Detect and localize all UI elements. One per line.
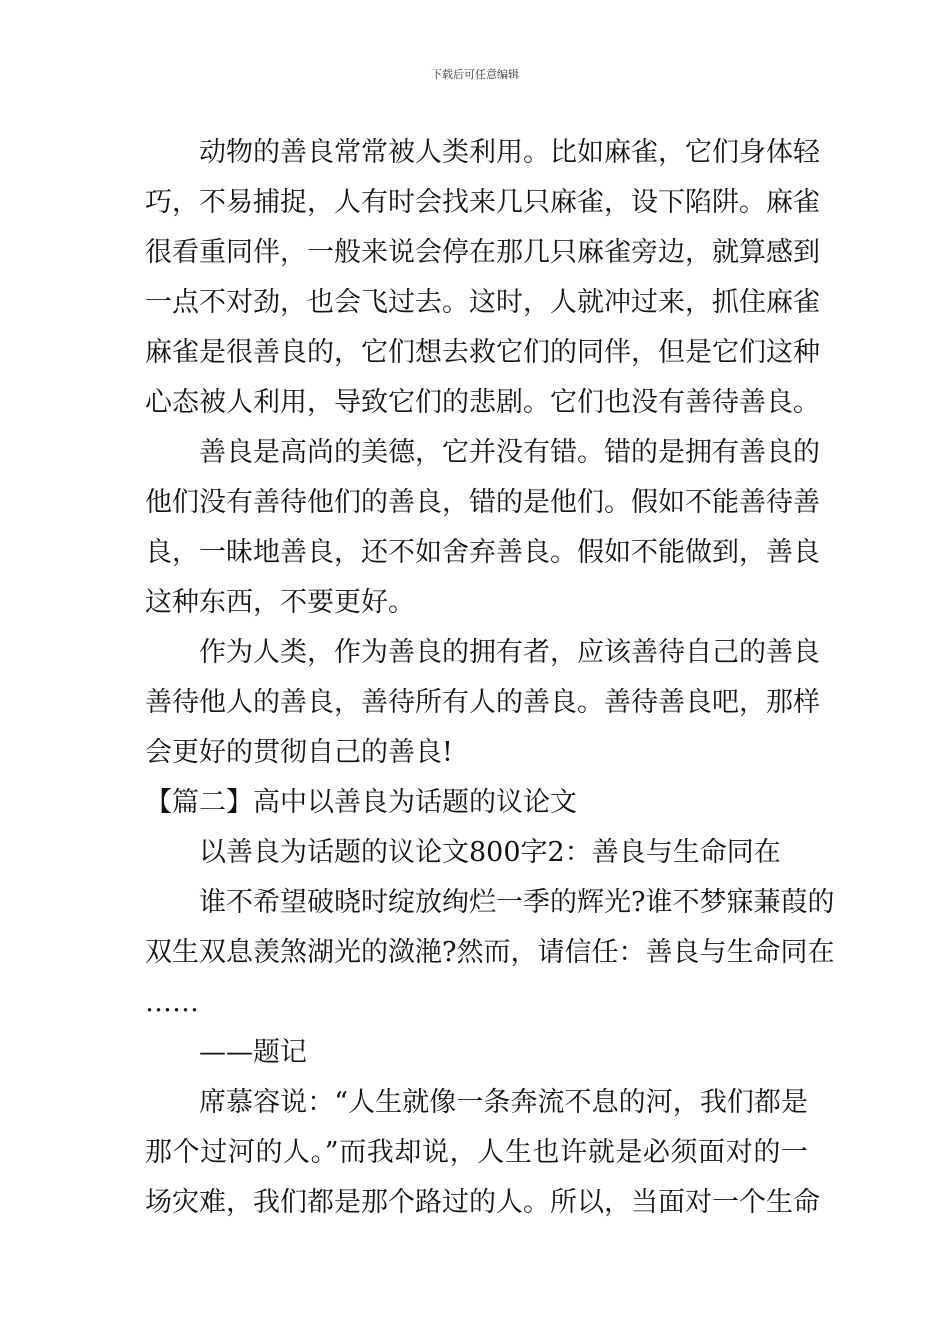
text-line: 一点不对劲，也会飞过去。这时，人就冲过来，抓住麻雀 (145, 287, 820, 318)
text-line: 巧，不易捕捉，人有时会找来几只麻雀，设下陷阱。麻雀 (145, 187, 820, 218)
section-heading: 【篇二】高中以善良为话题的议论文 (145, 787, 577, 818)
text-line: 他们没有善待他们的善良，错的是他们。假如不能善待善 (145, 487, 820, 518)
text-line: 很看重同伴，一般来说会停在那几只麻雀旁边，就算感到 (145, 237, 820, 268)
text-line: 那个过河的人。”而我却说，人生也许就是必须面对的一 (145, 1137, 808, 1168)
text-line: 善良是高尚的美德，它并没有错。错的是拥有善良的 (199, 437, 820, 468)
text-line: 善待他人的善良，善待所有人的善良。善待善良吧，那样 (145, 687, 820, 718)
text-line: 动物的善良常常被人类利用。比如麻雀，它们身体轻 (199, 137, 820, 168)
text-line: 席慕容说：“人生就像一条奔流不息的河，我们都是 (199, 1087, 808, 1118)
text-line: 作为人类，作为善良的拥有者，应该善待自己的善良 (199, 637, 820, 668)
page-header-note: 下载后可任意编辑 (431, 68, 519, 81)
text-line: 谁不希望破晓时绽放绚烂一季的辉光?谁不梦寐蒹葭的 (199, 887, 835, 918)
epigraph-attribution: ——题记 (199, 1037, 307, 1068)
article-title: 以善良为话题的议论文800字2：善良与生命同在 (199, 837, 781, 868)
document-body (145, 128, 835, 1228)
text-line: 这种东西，不要更好。 (145, 587, 415, 618)
text-line: 双生双息羡煞湖光的潋滟?然而，请信任：善良与生命同在 (145, 937, 835, 968)
text-line: 心态被人利用，导致它们的悲剧。它们也没有善待善良。 (145, 387, 820, 418)
text-line: 会更好的贯彻自己的善良! (145, 737, 453, 768)
text-line: …… (145, 987, 199, 1018)
text-line: 场灾难，我们都是那个路过的人。所以，当面对一个生命 (145, 1187, 820, 1218)
text-line: 良，一昧地善良，还不如舍弃善良。假如不能做到，善良 (145, 537, 820, 568)
text-line: 麻雀是很善良的，它们想去救它们的同伴，但是它们这种 (145, 337, 820, 368)
